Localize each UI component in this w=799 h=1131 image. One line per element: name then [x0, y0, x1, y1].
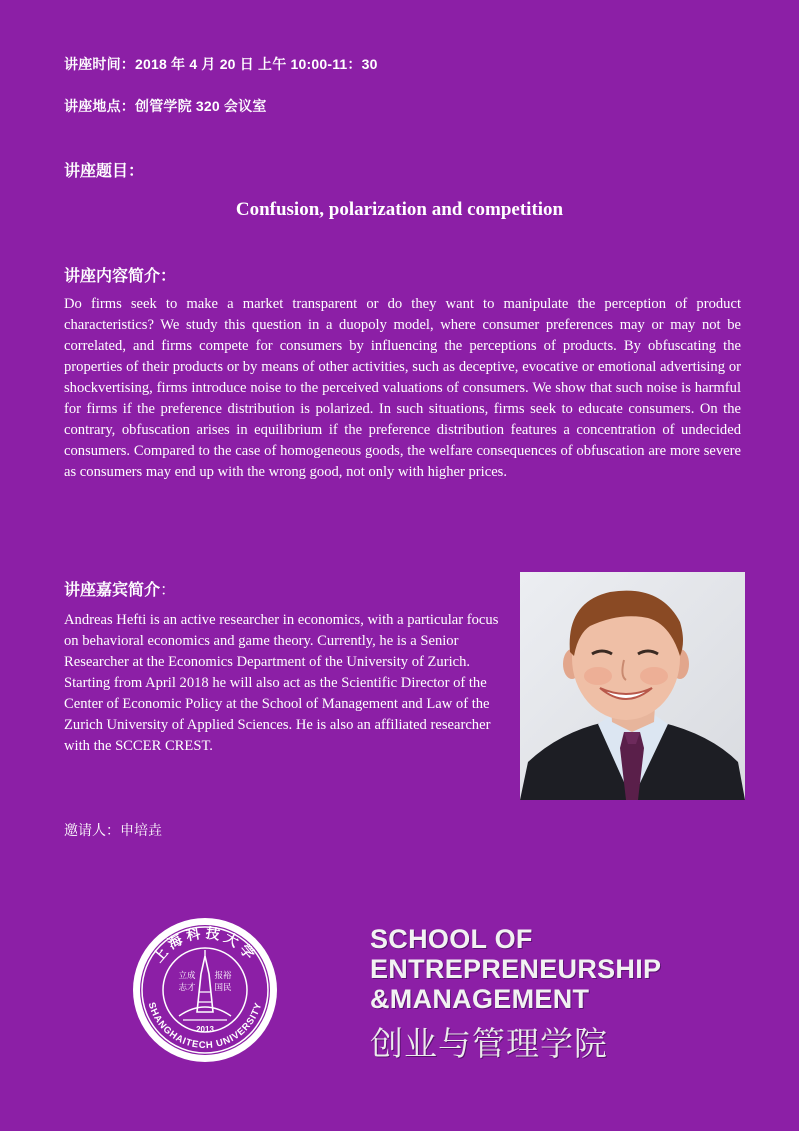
abstract-heading: 讲座内容简介： [64, 268, 177, 285]
school-name-line-2: ENTREPRENEURSHIP [370, 954, 662, 984]
svg-text:立成: 立成 [178, 970, 196, 980]
svg-text:国民: 国民 [214, 982, 232, 992]
topic-heading: 讲座题目： [64, 163, 145, 180]
abstract-text: Do firms seek to make a market transparent or do they want to manipulate the perception of product characteristics? We study this question in a duopoly model, where consumer preferences may or may not be correlated, and firms compete for consumers by influencing the perceptions of products. By obfuscating the properties of their products or by means of other activities, such as deceptive, evocative or emotional advertising or shockvertising, firms introduce noise to the perceived valuations of consumers. We show that such noise is harmful for firms if the preference distribution is polarized. In such situations, firms seek to educate consumers. On the contrary, obfuscation arises in equilibrium if the preference distribution features a concentration of undecided consumers. Compared to the case of homogeneous goods, the welfare consequences of obfuscation are more severe as consumers may end up with the wrong good, not only with higher prices. [64, 296, 741, 480]
speaker-heading-colon: ： [160, 582, 177, 599]
speaker-photo [520, 572, 745, 800]
svg-text:2013: 2013 [196, 1025, 214, 1034]
school-name-line-1: SCHOOL OF [370, 924, 533, 954]
speaker-bio: Andreas Hefti is an active researcher in economics, with a particular focus on behavioral economics and game theory. Currently, he is a Senior Researcher at the Economics Department of the University of Zurich. Starting from April 2018 he will also act as the Scientific Director of the Center of Economic Policy at the School of Management and Law of the Zurich University of Applied Sciences. He is also an affiliated researcher with the SCCER CREST. [64, 612, 499, 754]
speaker-heading-label: 讲座嘉宾简介 [64, 582, 161, 599]
school-name-cn: 创业与管理学院 [370, 1025, 608, 1062]
svg-text:SHANGHAITECH UNIVERSITY: SHANGHAITECH UNIVERSITY [145, 1001, 265, 1052]
svg-text:志才: 志才 [178, 982, 196, 992]
university-seal-logo [131, 916, 279, 1064]
lecture-time: 讲座时间：2018 年 4 月 20 日 上午 10:00-11：30 [64, 56, 378, 72]
school-name-line-3: &MANAGEMENT [370, 984, 590, 1014]
lecture-location: 讲座地点：创管学院 320 会议室 [64, 98, 267, 114]
svg-text:报裕: 报裕 [214, 970, 232, 980]
speaker-heading [64, 577, 176, 600]
lecture-title: Confusion, polarization and competition [235, 199, 564, 220]
school-name-en [370, 924, 661, 1014]
svg-text:上海科技大学: 上海科技大学 [149, 924, 261, 966]
inviter: 邀请人：申培垚 [64, 822, 162, 838]
